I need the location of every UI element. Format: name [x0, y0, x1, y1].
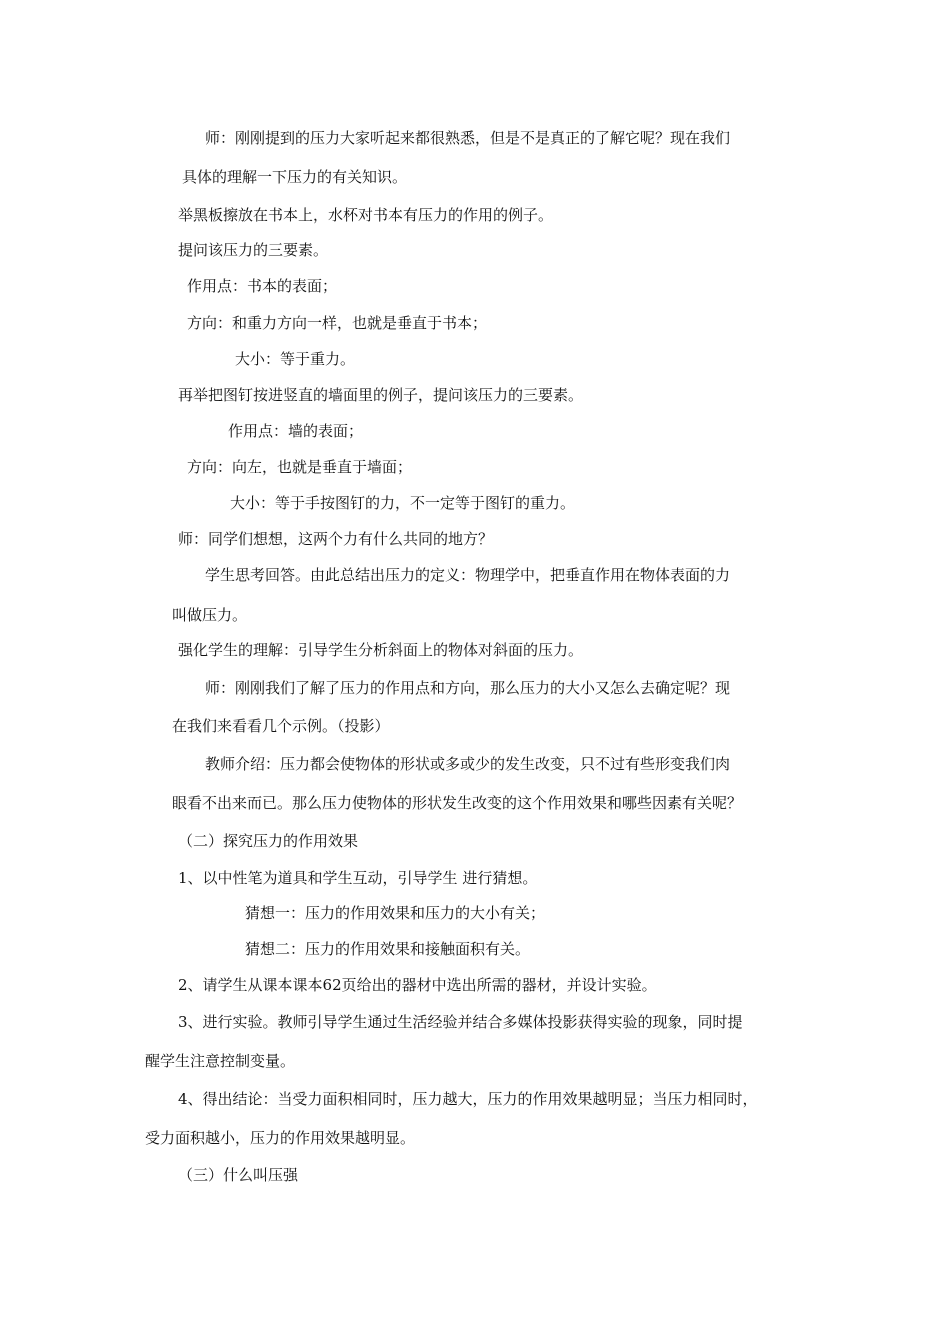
- paragraph-line: 猜想二：压力的作用效果和接触面积有关。: [245, 940, 531, 958]
- paragraph-line: 大小：等于手按图钉的力，不一定等于图钉的重力。: [230, 494, 576, 512]
- paragraph-line: 师：刚刚我们了解了压力的作用点和方向，那么压力的大小又怎么去确定呢？现: [205, 679, 731, 697]
- paragraph-line: 提问该压力的三要素。: [178, 241, 329, 259]
- paragraph-line: 猜想一：压力的作用效果和压力的大小有关；: [245, 904, 546, 922]
- paragraph-line: 4、得出结论：当受力面积相同时，压力越大，压力的作用效果越明显；当压力相同时，: [178, 1090, 758, 1108]
- section-heading: （三）什么叫压强: [178, 1166, 299, 1184]
- paragraph-line: 1、以中性笔为道具和学生互动，引导学生 进行猜想。: [178, 869, 538, 887]
- paragraph-line: 再举把图钉按进竖直的墙面里的例子，提问该压力的三要素。: [178, 386, 584, 404]
- paragraph-line: 举黑板擦放在书本上，水杯对书本有压力的作用的例子。: [178, 206, 554, 224]
- paragraph-line: 教师介绍：压力都会使物体的形状或多或少的发生改变，只不过有些形变我们肉: [205, 755, 731, 773]
- paragraph-line: 具体的理解一下压力的有关知识。: [182, 168, 408, 186]
- paragraph-line: 强化学生的理解：引导学生分析斜面上的物体对斜面的压力。: [178, 641, 584, 659]
- paragraph-line: 大小：等于重力。: [235, 350, 356, 368]
- paragraph-line: 师：刚刚提到的压力大家听起来都很熟悉，但是不是真正的了解它呢？现在我们: [205, 129, 731, 147]
- paragraph-line: 方向：和重力方向一样，也就是垂直于书本；: [187, 314, 488, 332]
- paragraph-line: 方向：向左，也就是垂直于墙面；: [187, 458, 413, 476]
- paragraph-line: 受力面积越小，压力的作用效果越明显。: [145, 1129, 416, 1147]
- paragraph-line: 叫做压力。: [172, 606, 248, 624]
- section-heading: （二）探究压力的作用效果: [178, 832, 359, 850]
- paragraph-line: 在我们来看看几个示例。（投影）: [172, 717, 390, 735]
- paragraph-line: 眼看不出来而已。那么压力使物体的形状发生改变的这个作用效果和哪些因素有关呢？: [172, 794, 743, 812]
- paragraph-line: 3、进行实验。教师引导学生通过生活经验并结合多媒体投影获得实验的现象，同时提: [178, 1013, 743, 1031]
- paragraph-line: 2、请学生从课本课本62页给出的器材中选出所需的器材，并设计实验。: [178, 976, 657, 994]
- paragraph-line: 学生思考回答。由此总结出压力的定义：物理学中，把垂直作用在物体表面的力: [205, 566, 731, 584]
- paragraph-line: 醒学生注意控制变量。: [145, 1052, 296, 1070]
- paragraph-line: 师：同学们想想，这两个力有什么共同的地方？: [178, 530, 494, 548]
- paragraph-line: 作用点：墙的表面；: [228, 422, 364, 440]
- paragraph-line: 作用点：书本的表面；: [187, 277, 338, 295]
